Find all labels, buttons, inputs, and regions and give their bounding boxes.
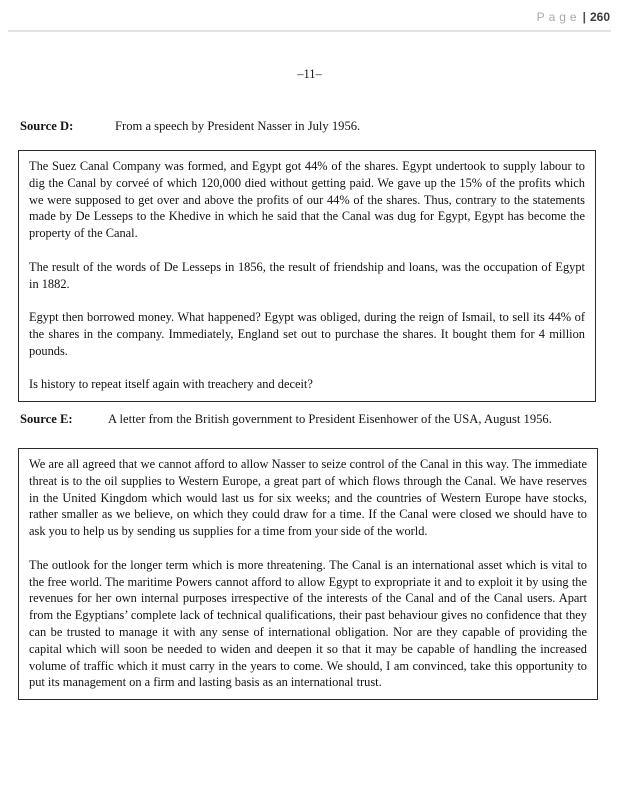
source-d-paragraph: Is history to repeat itself again with treachery and deceit? (29, 377, 313, 392)
source-e-row (20, 412, 601, 427)
source-d-paragraph: Egypt then borrowed money. What happened? Egypt was obliged, during the reign of Ismail, to sell its 44% of the shares in the company. Immediately, England set out to purchase the shares. It bought them for 4 million pounds. (29, 310, 585, 358)
header-separator: | (582, 10, 586, 24)
source-d-label: Source D: (20, 119, 74, 133)
source-d-row (20, 119, 601, 134)
source-e-paragraph: We are all agreed that we cannot afford to allow Nasser to seize control of the Canal in this way. The immediate threat is to the oil supplies to Western Europe, a great part of which flows through the Canal. We have reserves in the United Kingdom which would last us for six weeks; and the countries of Western Europe have stocks, rather smaller as we believe, on which they could draw for a time. If the Canal were closed we should have to ask you to help us by sending us supplies for a time from your side of the world. (29, 457, 587, 539)
source-d-box (18, 150, 596, 402)
source-e-caption: A letter from the British government to President Eisenhower of the USA, August 1956. (108, 412, 552, 426)
header-page-number: 260 (589, 10, 610, 24)
source-d-caption: From a speech by President Nasser in July 1956. (115, 119, 361, 133)
source-e-label: Source E: (20, 412, 73, 426)
page-header (537, 10, 610, 24)
source-e-paragraph: The outlook for the longer term which is more threatening. The Canal is an international asset which is vital to the free world. The maritime Powers cannot afford to allow Egypt to expropriate it and to exploit it by using the revenues for her own internal purposes irrespective of the interests of the Canal and of the Canal users. Apart from the Egyptians’ complete lack of technical qualifications, their past behaviour gives no confidence that they can be trusted to manage it with any sense of international obligation. Nor are they capable of providing the capital which will soon be needed to widen and deepen it so that it may be capable of handling the increased volume of traffic which it must carry in the years to come. We should, I am convinced, take this opportunity to put its management on a firm and lasting basis as an international trust. (29, 557, 587, 690)
header-page-word: Page (536, 10, 581, 24)
source-e-box (18, 448, 598, 700)
source-d-paragraph: The result of the words of De Lesseps in 1856, the result of friendship and loans, was the occupation of Egypt in 1882. (29, 259, 585, 291)
source-d-paragraph: The Suez Canal Company was formed, and Egypt got 44% of the shares. Egypt undertook to supply labour to dig the Canal by corveé of which 120,000 died without getting paid. We gave up the 15% of the profits which we were supposed to get over and above the profits of our 44% of the shares. Thus, contrary to the statements made by De Lesseps to the Khedive in which he said that the Canal was dug for Egypt, Egypt has become the property of the Canal. (29, 159, 585, 241)
page-marker: –11– (297, 67, 322, 81)
header-divider-line (8, 30, 611, 32)
